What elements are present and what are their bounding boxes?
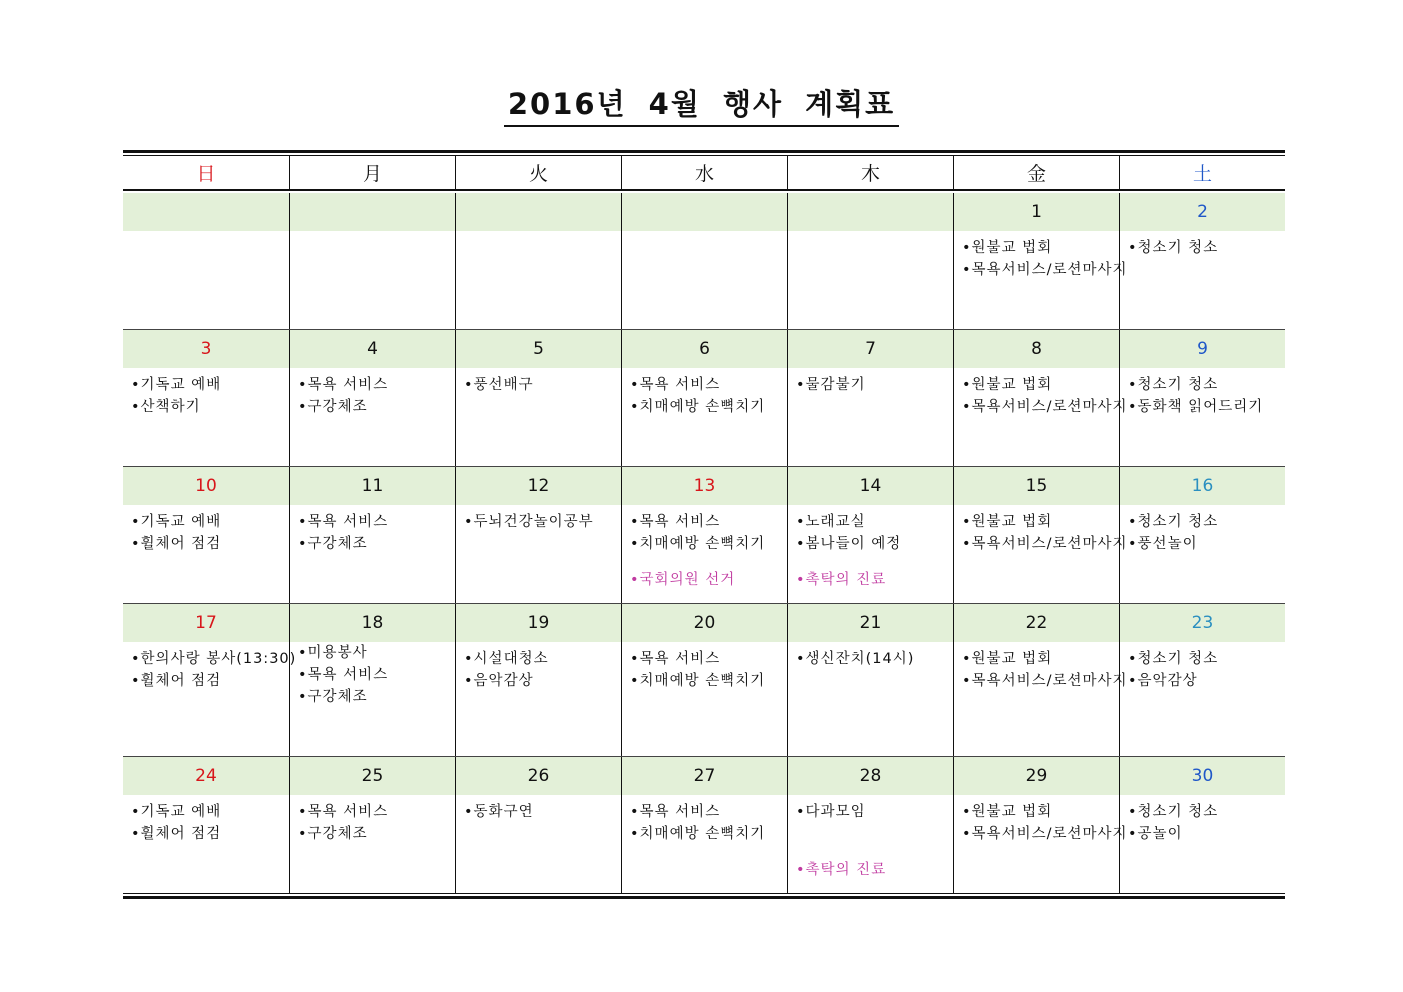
event-item: •두뇌건강놀이공부: [464, 514, 594, 530]
day-cell: [1119, 467, 1285, 603]
event-item: •미용봉사: [298, 645, 368, 661]
day-cell: [621, 604, 787, 756]
event-item: •목욕 서비스: [298, 804, 389, 820]
weeks-container: [123, 193, 1285, 893]
date-number: 10: [123, 467, 289, 505]
event-list: [788, 505, 953, 603]
date-number: 6: [622, 330, 787, 368]
event-list: [622, 368, 787, 466]
event-item: •기독교 예배: [131, 804, 222, 820]
event-list: [1120, 505, 1285, 603]
event-item: •원불교 법회: [962, 240, 1053, 256]
event-item: •기독교 예배: [131, 377, 222, 393]
date-number: [290, 193, 455, 231]
event-item: •노래교실: [796, 514, 866, 530]
date-number: 9: [1120, 330, 1285, 368]
event-item: •봄나들이 예정: [796, 536, 902, 552]
event-list: [456, 505, 621, 603]
special-event-item: •촉탁의 진료: [796, 572, 887, 588]
special-event-item: •촉탁의 진료: [796, 862, 887, 878]
event-list: [1120, 795, 1285, 893]
event-list: [954, 505, 1128, 603]
event-list: [456, 231, 621, 329]
event-item: •풍선배구: [464, 377, 534, 393]
event-list: [123, 368, 289, 466]
date-number: 23: [1120, 604, 1285, 642]
weekday-header-cell: 金: [953, 156, 1119, 189]
event-item: •생신잔치(14시): [796, 651, 915, 667]
day-cell: [455, 467, 621, 603]
page-title: 2016년 4월 행사 계획표: [504, 86, 899, 127]
event-item: •원불교 법회: [962, 514, 1053, 530]
day-cell: [787, 193, 953, 329]
date-number: 20: [622, 604, 787, 642]
date-number: 27: [622, 757, 787, 795]
weekday-header: [123, 156, 1285, 190]
event-list: [456, 795, 621, 893]
event-item: •목욕서비스/로션마사지: [962, 262, 1128, 278]
date-number: 19: [456, 604, 621, 642]
event-list: [123, 795, 289, 893]
date-number: 8: [954, 330, 1119, 368]
day-cell: [289, 604, 455, 756]
event-list: [954, 368, 1128, 466]
special-event-item: •국회의원 선거: [630, 572, 736, 588]
weekday-header-cell: 木: [787, 156, 953, 189]
date-number: 25: [290, 757, 455, 795]
date-number: 4: [290, 330, 455, 368]
day-cell: [787, 330, 953, 466]
week-row: [123, 330, 1285, 467]
event-item: •목욕 서비스: [630, 651, 721, 667]
event-list: [954, 642, 1128, 756]
day-cell: [123, 330, 289, 466]
event-item: •시설대청소: [464, 651, 549, 667]
date-number: 21: [788, 604, 953, 642]
day-cell: [289, 757, 455, 893]
event-item: •목욕 서비스: [298, 514, 389, 530]
event-item: •기독교 예배: [131, 514, 222, 530]
event-item: •목욕 서비스: [630, 377, 721, 393]
event-list: [290, 231, 455, 329]
date-number: 16: [1120, 467, 1285, 505]
event-item: •치매예방 손뼉치기: [630, 826, 766, 842]
event-list: [456, 642, 621, 756]
date-number: 11: [290, 467, 455, 505]
event-list: [788, 795, 953, 893]
event-list: [290, 642, 455, 750]
weekday-header-cell: 火: [455, 156, 621, 189]
event-list: [123, 505, 289, 603]
week-row: [123, 193, 1285, 330]
date-number: [788, 193, 953, 231]
event-item: •목욕서비스/로션마사지: [962, 536, 1128, 552]
event-list: [1120, 231, 1285, 329]
date-number: 12: [456, 467, 621, 505]
date-number: 22: [954, 604, 1119, 642]
event-list: [622, 231, 787, 329]
weekday-header-cell: 水: [621, 156, 787, 189]
page-title-wrap: [0, 86, 1403, 127]
day-cell: [455, 604, 621, 756]
event-list: [1120, 642, 1285, 756]
day-cell: [455, 330, 621, 466]
day-cell: [1119, 604, 1285, 756]
event-list: [954, 795, 1128, 893]
event-item: •청소기 청소: [1128, 514, 1219, 530]
event-item: •동화구연: [464, 804, 534, 820]
event-list: [622, 795, 787, 893]
weekday-header-cell: 日: [196, 163, 216, 185]
date-number: 17: [123, 604, 289, 642]
day-cell: [621, 757, 787, 893]
event-item: •다과모임: [796, 804, 866, 820]
date-number: 7: [788, 330, 953, 368]
event-list: [123, 231, 289, 329]
event-item: •목욕 서비스: [630, 804, 721, 820]
event-list: [290, 795, 455, 893]
event-list: [1120, 368, 1285, 466]
date-number: 26: [456, 757, 621, 795]
event-item: •음악감상: [1128, 673, 1198, 689]
day-cell: [953, 330, 1128, 466]
week-row: [123, 467, 1285, 604]
date-number: 5: [456, 330, 621, 368]
event-item: •목욕 서비스: [298, 667, 389, 683]
date-number: 28: [788, 757, 953, 795]
event-list: [123, 642, 297, 756]
event-item: •청소기 청소: [1128, 804, 1219, 820]
event-item: •구강체조: [298, 536, 368, 552]
day-cell: [953, 604, 1128, 756]
date-number: [123, 193, 289, 231]
event-list: [954, 231, 1128, 329]
event-item: •치매예방 손뼉치기: [630, 673, 766, 689]
date-number: 2: [1120, 193, 1285, 231]
event-item: •구강체조: [298, 826, 368, 842]
event-item: •원불교 법회: [962, 804, 1053, 820]
event-item: •청소기 청소: [1128, 377, 1219, 393]
day-cell: [455, 193, 621, 329]
day-cell: [787, 757, 953, 893]
date-number: 1: [954, 193, 1119, 231]
day-cell: [787, 467, 953, 603]
date-number: 18: [290, 604, 455, 642]
event-list: [622, 642, 787, 756]
weekday-header-cell: 月: [289, 156, 455, 189]
event-item: •원불교 법회: [962, 651, 1053, 667]
day-cell: [1119, 330, 1285, 466]
day-cell: [787, 604, 953, 756]
event-item: •원불교 법회: [962, 377, 1053, 393]
event-list: [456, 368, 621, 466]
date-number: [622, 193, 787, 231]
event-item: •휠체어 점검: [131, 826, 222, 842]
event-item: •물감불기: [796, 377, 866, 393]
event-item: •목욕 서비스: [298, 377, 389, 393]
event-item: •목욕서비스/로션마사지: [962, 673, 1128, 689]
event-item: •목욕 서비스: [630, 514, 721, 530]
week-row: [123, 757, 1285, 893]
event-item: •치매예방 손뼉치기: [630, 536, 766, 552]
day-cell: [621, 467, 787, 603]
day-cell: [621, 330, 787, 466]
bottom-border: [123, 893, 1285, 899]
date-number: 30: [1120, 757, 1285, 795]
day-cell: [621, 193, 787, 329]
date-number: [456, 193, 621, 231]
event-item: •청소기 청소: [1128, 651, 1219, 667]
day-cell: [953, 757, 1128, 893]
event-item: •목욕서비스/로션마사지: [962, 826, 1128, 842]
event-list: [788, 642, 953, 756]
date-number: 13: [622, 467, 787, 505]
date-number: 24: [123, 757, 289, 795]
weekday-header-cell: 土: [1119, 156, 1285, 189]
event-item: •휠체어 점검: [131, 536, 222, 552]
event-item: •음악감상: [464, 673, 534, 689]
event-item: •동화책 읽어드리기: [1128, 399, 1264, 415]
event-item: •구강체조: [298, 689, 368, 705]
event-item: •목욕서비스/로션마사지: [962, 399, 1128, 415]
event-list: [290, 505, 455, 603]
event-item: •구강체조: [298, 399, 368, 415]
week-row: [123, 604, 1285, 757]
day-cell: [953, 467, 1128, 603]
day-cell: [289, 193, 455, 329]
event-item: •치매예방 손뼉치기: [630, 399, 766, 415]
event-list: [788, 368, 953, 466]
day-cell: [1119, 757, 1285, 893]
event-item: •산책하기: [131, 399, 201, 415]
day-cell: [1119, 193, 1285, 329]
event-list: [622, 505, 787, 603]
event-list: [290, 368, 455, 466]
day-cell: [123, 193, 289, 329]
date-number: 15: [954, 467, 1119, 505]
calendar-table: [123, 150, 1285, 899]
event-item: •공놀이: [1128, 826, 1183, 842]
event-item: •풍선놀이: [1128, 536, 1198, 552]
event-list: [788, 231, 953, 329]
date-number: 29: [954, 757, 1119, 795]
event-item: •휠체어 점검: [131, 673, 222, 689]
date-number: 3: [123, 330, 289, 368]
day-cell: [123, 467, 289, 603]
date-number: 14: [788, 467, 953, 505]
day-cell: [289, 330, 455, 466]
day-cell: [123, 757, 289, 893]
day-cell: [123, 604, 297, 756]
day-cell: [953, 193, 1128, 329]
event-item: •청소기 청소: [1128, 240, 1219, 256]
day-cell: [289, 467, 455, 603]
event-item: •한의사랑 봉사(13:30): [131, 651, 297, 667]
day-cell: [455, 757, 621, 893]
